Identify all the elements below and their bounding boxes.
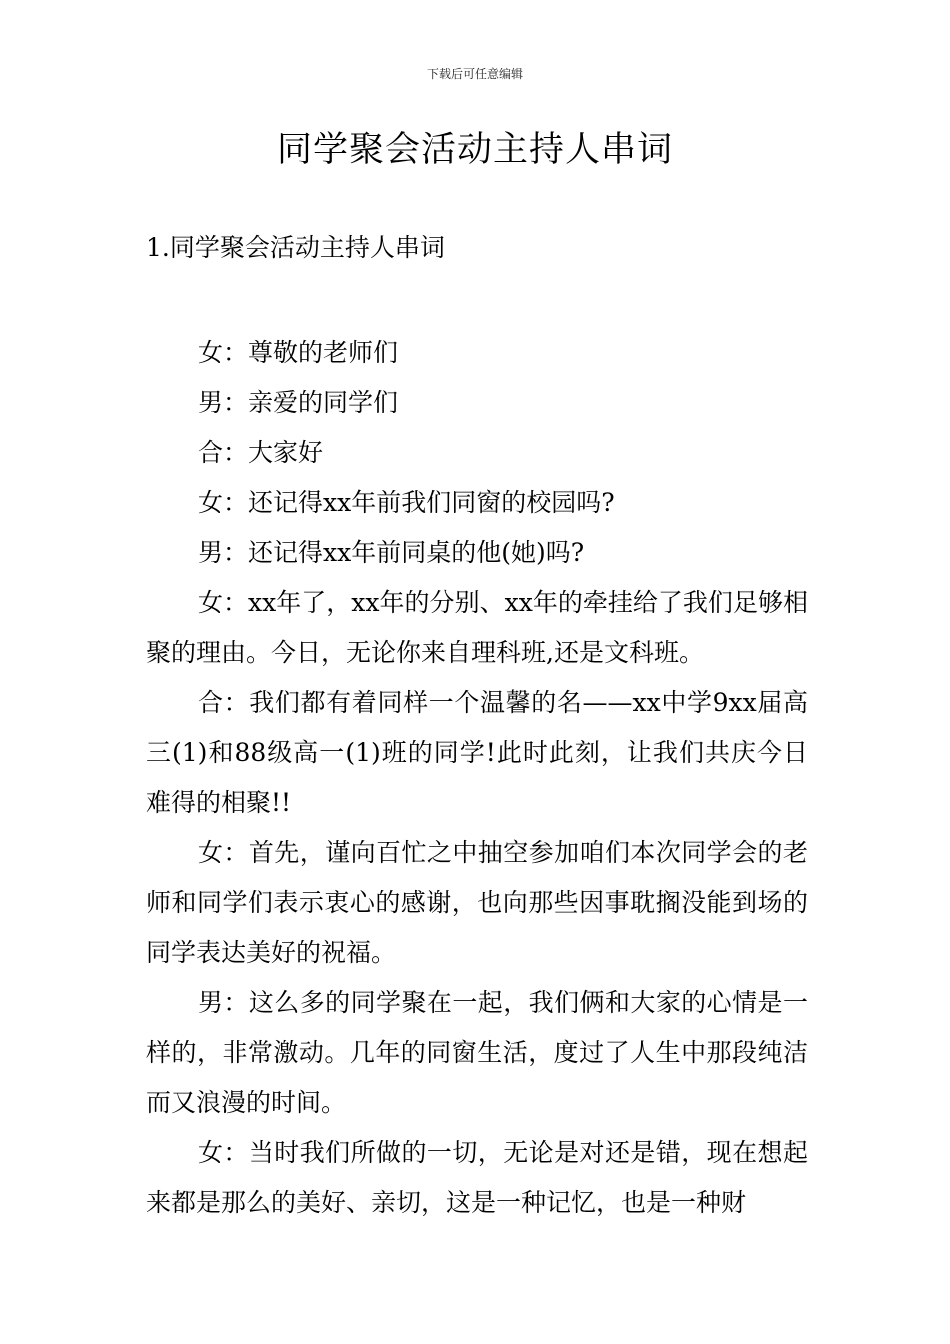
- paragraph: 男：亲爱的同学们: [198, 388, 399, 417]
- header-note: 下载后可任意编辑: [426, 67, 523, 81]
- document-title: 同学聚会活动主持人串词: [276, 130, 673, 170]
- paragraph: 女：尊敬的老师们: [198, 338, 399, 367]
- paragraph: 男：这么多的同学聚在一起，我们俩和大家的心情是一样的，非常激动。几年的同窗生活，度过了人生中那段纯洁而又浪漫的时间。: [146, 988, 808, 1117]
- paragraph: 女：首先，谨向百忙之中抽空参加咱们本次同学会的老师和同学们表示衷心的感谢，也向那些因事耽搁没能到场的同学表达美好的祝福。: [146, 838, 808, 967]
- section-heading: 1.同学聚会活动主持人串词: [146, 233, 445, 262]
- paragraph: 女：当时我们所做的一切，无论是对还是错，现在想起来都是那么的美好、亲切，这是一种记忆，也是一种财: [146, 1138, 808, 1217]
- body-text: [146, 328, 808, 1228]
- paragraph: 女：xx年了，xx年的分别、xx年的牵挂给了我们足够相聚的理由。今日，无论你来自理科班,还是文科班。: [146, 588, 808, 667]
- paragraph: 男：还记得xx年前同桌的他(她)吗?: [198, 538, 585, 567]
- paragraph: 女：还记得xx年前我们同窗的校园吗?: [198, 488, 615, 517]
- paragraph: 合：大家好: [198, 438, 324, 467]
- paragraph: 合：我们都有着同样一个温馨的名——xx中学9xx届高三(1)和88级高一(1)班的同学!此时此刻，让我们共庆今日难得的相聚!!: [146, 688, 808, 817]
